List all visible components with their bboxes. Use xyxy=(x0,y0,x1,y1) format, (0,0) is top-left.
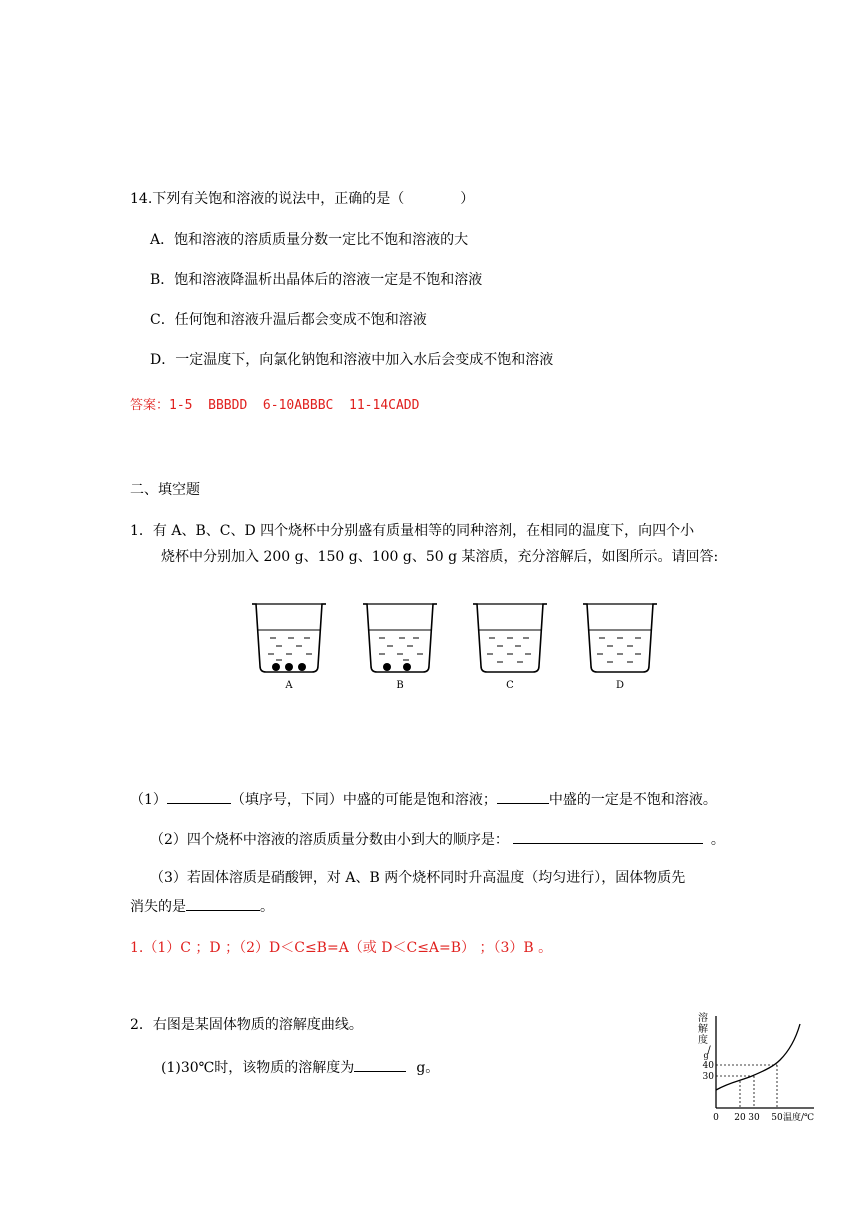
fill2-stem: 2．右图是某固体物质的溶解度曲线。 xyxy=(130,1017,363,1033)
y-tick-30: 30 xyxy=(702,1072,714,1082)
answer-blank[interactable] xyxy=(186,896,260,911)
solubility-curve xyxy=(716,1024,800,1090)
fill2-q1: (1)30℃时，该物质的溶解度为 g。 xyxy=(161,1057,439,1077)
y-axis-label-char: g xyxy=(703,1051,709,1060)
x-tick-50: 50 xyxy=(771,1113,783,1123)
y-axis-label-char: 度 xyxy=(698,1035,708,1046)
x-tick-0: 0 xyxy=(713,1113,719,1123)
fill1-stem-line2: 烧杯中分别加入 200 g、150 g、100 g、50 g 某溶质，充分溶解后，如图所示。请回答: xyxy=(161,549,719,565)
beakers-figure xyxy=(240,596,670,696)
solubility-curve-graph xyxy=(690,1010,830,1128)
x-tick-30: 30 xyxy=(748,1113,760,1123)
undissolved-solid xyxy=(383,663,391,671)
y-axis-label-char: 溶 xyxy=(698,1013,708,1024)
undissolved-solid xyxy=(285,663,293,671)
beaker-d xyxy=(583,604,657,691)
option-a: A．饱和溶液的溶质质量分数一定比不饱和溶液的大 xyxy=(150,232,469,248)
fill1-stem-line1: 1．有 A、B、C、D 四个烧杯中分别盛有质量相等的同种溶剂，在相同的温度下，向四个小 xyxy=(130,523,695,539)
option-d: D．一定温度下，向氯化钠饱和溶液中加入水后会变成不饱和溶液 xyxy=(150,352,554,368)
undissolved-solid xyxy=(272,663,280,671)
answer-blank[interactable] xyxy=(167,789,231,804)
question-14-stem: 14.下列有关饱和溶液的说法中，正确的是（ ） xyxy=(130,191,475,207)
answer-blank[interactable] xyxy=(513,829,703,844)
answer-key: 答案：1-5 BBBDD 6-10ABBBC 11-14CADD xyxy=(130,398,420,413)
beaker-a xyxy=(252,604,326,691)
section-title: 二、填空题 xyxy=(130,482,200,498)
beaker-label-b: B xyxy=(396,680,404,691)
beaker-label-c: C xyxy=(506,680,514,691)
fill1-q3-line1: （3）若固体溶质是硝酸钾，对 A、B 两个烧杯同时升高温度（均匀进行），固体物质先 xyxy=(150,870,686,886)
beaker-c xyxy=(473,604,547,691)
fill1-q1: （1） （填序号，下同）中盛的可能是饱和溶液； 中盛的一定是不饱和溶液。 xyxy=(130,789,717,809)
fill1-q3-line2: 消失的是 。 xyxy=(130,896,274,916)
option-c: C．任何饱和溶液升温后都会变成不饱和溶液 xyxy=(150,312,427,328)
y-tick-40: 40 xyxy=(702,1061,714,1071)
answer-blank[interactable] xyxy=(354,1057,406,1072)
fill1-answer: 1.（1）C ；D ；（2）D＜C≤B=A（或 D＜C≤A=B） ；（3）B 。 xyxy=(130,940,553,956)
beaker-label-a: A xyxy=(285,680,293,691)
x-axis-label: 温度/℃ xyxy=(783,1113,815,1123)
x-tick-20: 20 xyxy=(734,1113,746,1123)
y-axis-label-char: / xyxy=(707,1045,711,1056)
undissolved-solid xyxy=(298,663,306,671)
beaker-label-d: D xyxy=(615,680,625,691)
beaker-b xyxy=(363,604,437,691)
undissolved-solid xyxy=(403,663,411,671)
answer-blank[interactable] xyxy=(497,789,549,804)
fill1-q2: （2）四个烧杯中溶液的溶质质量分数由小到大的顺序是： 。 xyxy=(150,829,725,849)
option-b: B．饱和溶液降温析出晶体后的溶液一定是不饱和溶液 xyxy=(150,272,483,288)
y-axis-label-char: 解 xyxy=(698,1024,708,1035)
